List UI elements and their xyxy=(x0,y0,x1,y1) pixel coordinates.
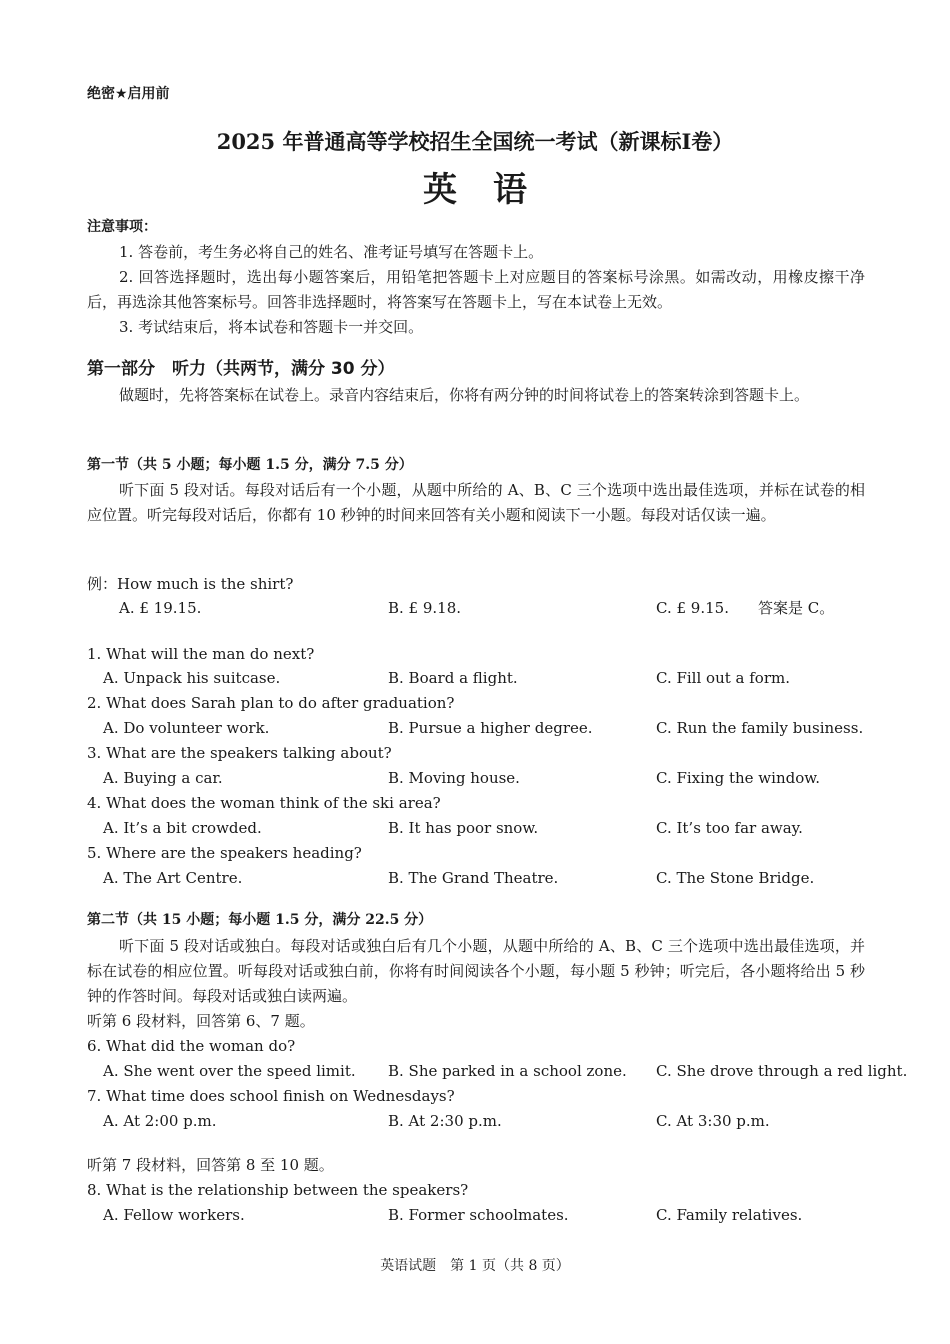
section1-heading: 第一节（共 5 小题；每小题 1.5 分，满分 7.5 分） xyxy=(87,457,413,473)
option-a: A. Do volunteer work. xyxy=(103,719,270,737)
question: 7. What time does school finish on Wednesdays? xyxy=(87,1087,455,1105)
confidential-label: 绝密★启用前 xyxy=(87,86,170,102)
question: 5. Where are the speakers heading? xyxy=(87,844,362,862)
notice-item: 3. 考试结束后，将本试卷和答题卡一并交回。 xyxy=(119,318,424,336)
option-c: C. Family relatives. xyxy=(656,1206,803,1224)
option-b: B. The Grand Theatre. xyxy=(388,869,559,887)
option-c: C. It’s too far away. xyxy=(656,819,803,837)
question: 8. What is the relationship between the speakers? xyxy=(87,1181,469,1199)
option-c: C. The Stone Bridge. xyxy=(656,869,815,887)
example-option-a: A. £ 19.15. xyxy=(119,599,202,617)
option-a: A. At 2:00 p.m. xyxy=(103,1112,217,1130)
section1-instruction: 听下面 5 段对话。每段对话后有一个小题，从题中所给的 A、B、C 三个选项中选出最佳选项，并标在试卷的相应位置。听完每段对话后，你都有 10 秒钟的时间来回答有关小题和阅读下一小题。每段对话仅读一遍。 xyxy=(87,481,865,524)
option-c: C. Run the family business. xyxy=(656,719,864,737)
option-c: C. Fill out a form. xyxy=(656,669,790,687)
material-note: 听第 6 段材料，回答第 6、7 题。 xyxy=(87,1012,315,1030)
option-a: A. Fellow workers. xyxy=(103,1206,245,1224)
part1-instruction: 做题时，先将答案标在试卷上。录音内容结束后，你将有两分钟的时间将试卷上的答案转涂到答题卡上。 xyxy=(119,386,810,404)
part1-heading: 第一部分 听力（共两节，满分 30 分） xyxy=(87,359,395,379)
material-note: 听第 7 段材料，回答第 8 至 10 题。 xyxy=(87,1156,334,1174)
option-a: A. It’s a bit crowded. xyxy=(103,819,262,837)
example-option-b: B. £ 9.18. xyxy=(388,599,462,617)
option-b: B. Moving house. xyxy=(388,769,520,787)
option-b: B. At 2:30 p.m. xyxy=(388,1112,502,1130)
section2-instruction: 听下面 5 段对话或独白。每段对话或独白后有几个小题，从题中所给的 A、B、C 三个选项中选出最佳选项，并标在试卷的相应位置。听每段对话或独白前，你将有时间阅读各个小题，每小题 5 秒钟；听完后，各小题将给出 5 秒钟的作答时间。每段对话或独白读两遍。 xyxy=(87,937,865,1005)
option-c: C. At 3:30 p.m. xyxy=(656,1112,770,1130)
option-b: B. It has poor snow. xyxy=(388,819,539,837)
question: 4. What does the woman think of the ski area? xyxy=(87,794,441,812)
example-question: 例：How much is the shirt? xyxy=(87,575,294,593)
option-a: A. Buying a car. xyxy=(103,769,223,787)
question: 6. What did the woman do? xyxy=(87,1037,296,1055)
example-answer: 答案是 C。 xyxy=(758,599,835,617)
option-a: A. She went over the speed limit. xyxy=(103,1062,356,1080)
option-a: A. The Art Centre. xyxy=(103,869,243,887)
subject-title: 英语 xyxy=(423,170,563,210)
exam-title: 2025 年普通高等学校招生全国统一考试（新课标Ⅰ卷） xyxy=(216,129,734,154)
option-c: C. Fixing the window. xyxy=(656,769,821,787)
option-c: C. She drove through a red light. xyxy=(656,1062,908,1080)
notice-item: 1. 答卷前，考生务必将自己的姓名、准考证号填写在答题卡上。 xyxy=(119,243,544,261)
option-b: B. Pursue a higher degree. xyxy=(388,719,593,737)
section2-heading: 第二节（共 15 小题；每小题 1.5 分，满分 22.5 分） xyxy=(87,912,433,928)
option-a: A. Unpack his suitcase. xyxy=(103,669,281,687)
question: 1. What will the man do next? xyxy=(87,645,315,663)
notice-item: 2. 回答选择题时，选出每小题答案后，用铅笔把答题卡上对应题目的答案标号涂黑。如需改动，用橡皮擦干净后，再选涂其他答案标号。回答非选择题时，将答案写在答题卡上，写在本试卷上无效。 xyxy=(87,268,865,311)
notice-heading: 注意事项： xyxy=(87,219,157,235)
example-option-c: C. £ 9.15. xyxy=(656,599,729,617)
question: 3. What are the speakers talking about? xyxy=(87,744,392,762)
option-b: B. Board a flight. xyxy=(388,669,518,687)
option-b: B. Former schoolmates. xyxy=(388,1206,569,1224)
question: 2. What does Sarah plan to do after graduation? xyxy=(87,694,455,712)
option-b: B. She parked in a school zone. xyxy=(388,1062,627,1080)
page-footer: 英语试题 第 1 页（共 8 页） xyxy=(380,1258,570,1274)
